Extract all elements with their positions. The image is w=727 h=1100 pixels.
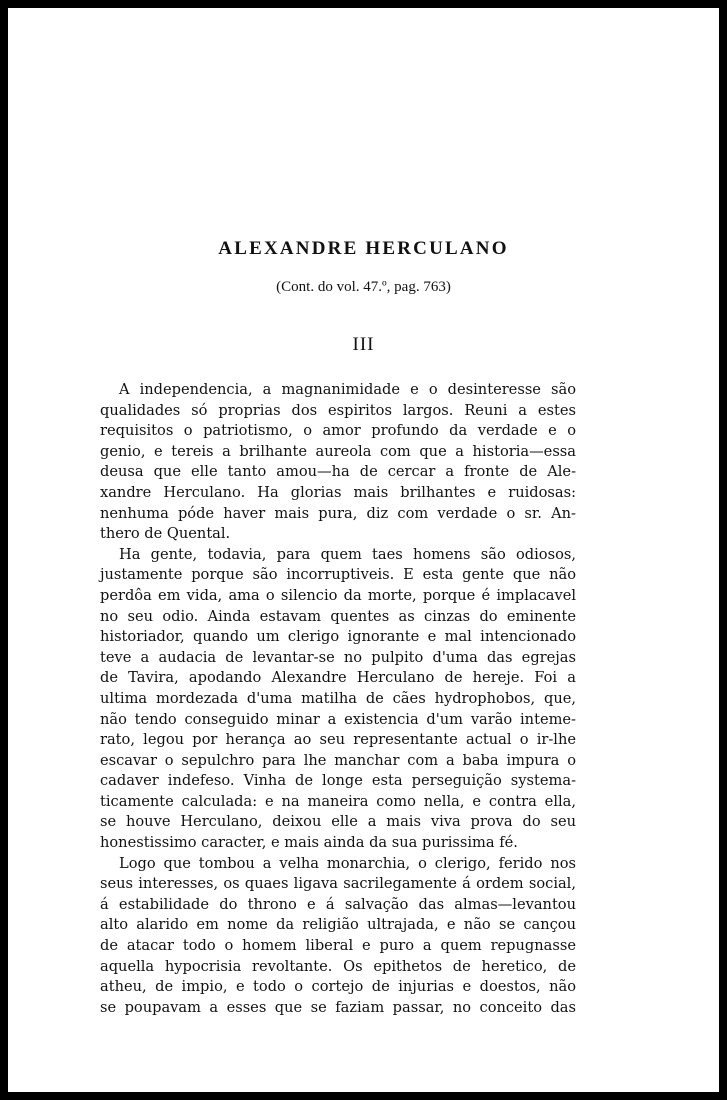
text-line: historiador, quando um clerigo ignorante e mal intencionado — [100, 628, 576, 646]
text-line: no seu odio. Ainda estavam quentes as cinzas do eminente — [100, 607, 576, 625]
text-line: de atacar todo o homem liberal e puro a quem repugnasse — [100, 937, 576, 955]
article-subtitle: (Cont. do vol. 47.º, pag. 763) — [276, 279, 451, 295]
text-line: Logo que tombou a velha monarchia, o clerigo, ferido nos — [119, 854, 576, 872]
article-body — [100, 380, 576, 1018]
text-line: atheu, de impio, e todo o cortejo de injurias e doestos, não — [100, 978, 576, 996]
text-line: genio, e tereis a brilhante aureola com que a historia—essa — [100, 442, 576, 460]
text-line: alto alarido em nome da religião ultrajada, e não se cançou — [100, 916, 576, 934]
text-line: cadaver indefeso. Vinha de longe esta perseguição systema- — [100, 772, 576, 790]
text-line: xandre Herculano. Ha glorias mais brilhantes e ruidosas: — [100, 483, 576, 501]
text-line: não tendo conseguido minar a existencia d'um varão inteme- — [100, 710, 576, 728]
text-line: aquella hypocrisia revoltante. Os epithetos de heretico, de — [100, 957, 576, 975]
text-line: Ha gente, todavia, para quem taes homens são odiosos, — [119, 545, 576, 563]
text-line: qualidades só proprias dos espiritos largos. Reuni a estes — [100, 401, 576, 419]
section-number: III — [352, 334, 375, 355]
text-line: teve a audacia de levantar-se no pulpito d'uma das egrejas — [100, 648, 576, 666]
text-line: de Tavira, apodando Alexandre Herculano de hereje. Foi a — [100, 669, 576, 687]
text-line: rato, legou por herança ao seu representante actual o ir-lhe — [100, 731, 576, 749]
text-line: nenhuma póde haver mais pura, diz com verdade o sr. An- — [100, 504, 576, 522]
text-line: ultima mordezada d'uma matilha de cães hydrophobos, que, — [100, 689, 576, 707]
text-line: escavar o sepulchro para lhe manchar com a baba impura o — [100, 751, 576, 769]
text-line: seus interesses, os quaes ligava sacrilegamente á ordem social, — [100, 875, 576, 893]
text-line: thero de Quental. — [100, 525, 231, 543]
text-line: deusa que elle tanto amou—ha de cercar a fronte de Ale- — [100, 463, 576, 481]
text-line: A independencia, a magnanimidade e o desinteresse são — [119, 381, 576, 398]
text-line: ticamente calculada: e na maneira como nella, e contra ella, — [100, 792, 576, 810]
text-line: se poupavam a esses que se faziam passar, no conceito das — [100, 998, 576, 1016]
article-title: ALEXANDRE HERCULANO — [218, 238, 509, 259]
text-line: justamente porque são incorruptiveis. E esta gente que não — [100, 566, 576, 584]
page — [8, 8, 719, 1092]
text-line: á estabilidade do throno e á salvação das almas—levantou — [100, 895, 576, 913]
text-line: honestissimo caracter, e mais ainda da sua purissima fé. — [100, 834, 518, 852]
text-line: requisitos o patriotismo, o amor profundo da verdade e o — [100, 422, 576, 440]
text-line: se houve Herculano, deixou elle a mais viva prova do seu — [100, 813, 576, 831]
text-line: perdôa em vida, ama o silencio da morte, porque é implacavel — [100, 586, 576, 604]
